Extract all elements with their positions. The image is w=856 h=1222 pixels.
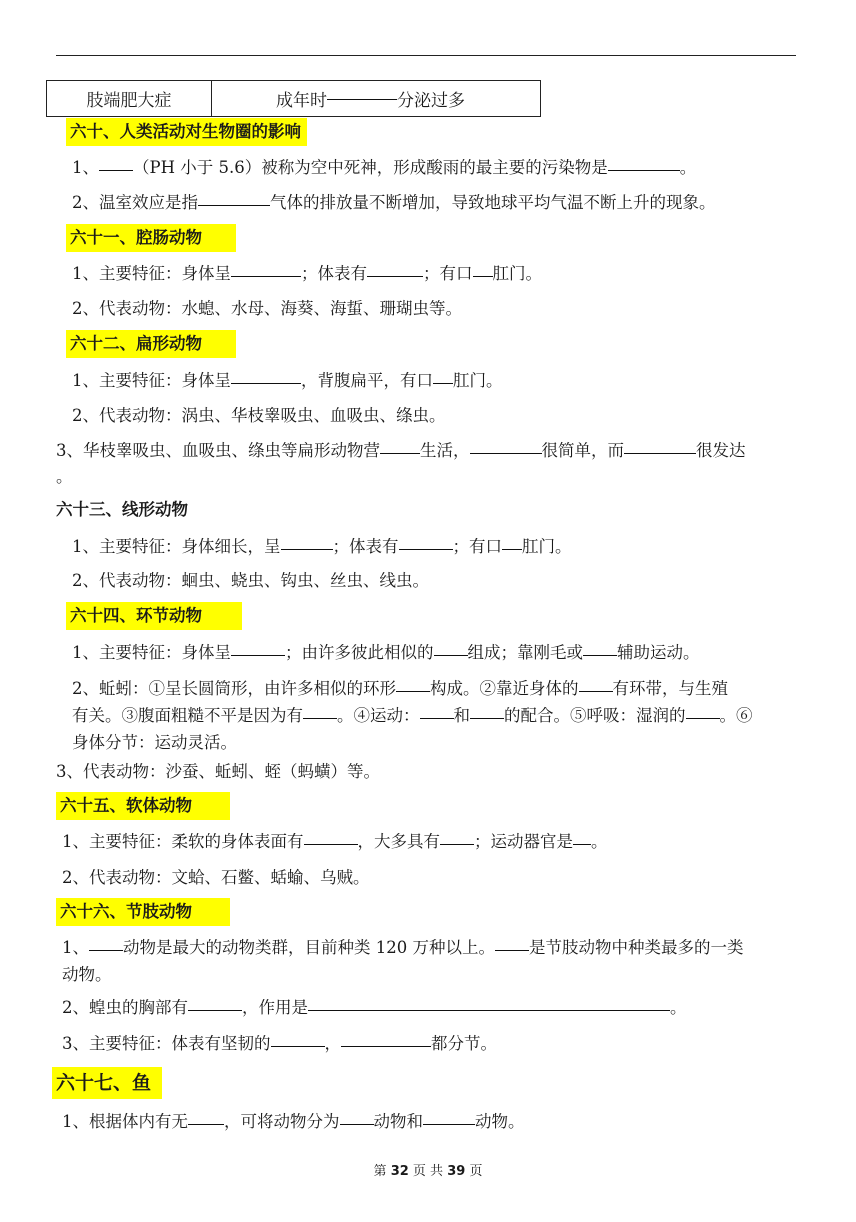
- text: ；有口: [423, 264, 473, 283]
- s62-line-2: 2、代表动物：涡虫、华枝睾吸虫、血吸虫、绦虫。: [72, 406, 446, 425]
- blank: [399, 548, 453, 550]
- blank: [423, 1123, 475, 1125]
- section-65-heading: 六十五、软体动物: [56, 792, 230, 820]
- text: 辅助运动。: [617, 643, 700, 662]
- blank: [231, 654, 285, 656]
- text: 1、: [62, 938, 89, 957]
- blank: [583, 654, 617, 656]
- s63-line-1: [72, 535, 572, 559]
- text: 气体的排放量不断增加，导致地球平均气温不断上升的现象。: [270, 193, 716, 212]
- text: 3、主要特征：体表有坚韧的: [62, 1034, 271, 1053]
- blank: [396, 690, 430, 692]
- s66-line-1: [62, 934, 802, 988]
- desc-suffix: 分泌过多: [397, 91, 465, 111]
- text: 。⑥: [719, 706, 753, 725]
- text: 肛门。: [492, 264, 542, 283]
- text: 肛门。: [522, 537, 572, 556]
- text: 组成；靠刚毛或: [467, 643, 583, 662]
- section-60-heading: 六十、人类活动对生物圈的影响: [66, 118, 307, 146]
- text: 1、主要特征：身体呈: [72, 643, 231, 662]
- section-63-heading: 六十三、线形动物: [56, 500, 188, 519]
- text: 动物是最大的动物类群，目前种类 120 万种以上。: [123, 938, 495, 957]
- text: 1、主要特征：柔软的身体表面有: [62, 832, 304, 851]
- blank: [420, 717, 454, 719]
- blank: [579, 690, 613, 692]
- text: ；体表有: [301, 264, 367, 283]
- blank: [99, 169, 133, 171]
- blank: [340, 1123, 374, 1125]
- desc-prefix: 成年时: [276, 91, 327, 111]
- blank: [473, 275, 493, 277]
- blank: [470, 452, 542, 454]
- s65-line-1: [62, 830, 608, 854]
- section-67-heading: 六十七、鱼: [52, 1067, 162, 1099]
- text: 都分节。: [431, 1034, 497, 1053]
- text: ，可将动物分为: [224, 1112, 340, 1131]
- text: ；由许多彼此相似的: [285, 643, 434, 662]
- text: 2、温室效应是指: [72, 193, 198, 212]
- text: 有环带，与生殖: [612, 679, 728, 698]
- s65-line-2: 2、代表动物：文蛤、石鳖、蛞蝓、乌贼。: [62, 868, 370, 887]
- blank: [367, 275, 423, 277]
- blank: [470, 717, 504, 719]
- text: 1、主要特征：身体呈: [72, 371, 231, 390]
- text: 3、华枝睾吸虫、血吸虫、绦虫等扁形动物营: [56, 441, 380, 460]
- text: （PH 小于 5.6）被称为空中死神，形成酸雨的最主要的污染物是: [133, 158, 608, 177]
- text: 1、主要特征：身体细长，呈: [72, 537, 281, 556]
- text: 很简单，而: [541, 441, 624, 460]
- s64-line-1: [72, 641, 700, 665]
- blank: [231, 275, 301, 277]
- blank: [433, 382, 453, 384]
- s62-line-3: [56, 439, 746, 463]
- blank: [502, 548, 522, 550]
- s67-line-1: [62, 1110, 525, 1134]
- s63-line-2: 2、代表动物：蛔虫、蛲虫、钩虫、丝虫、线虫。: [72, 571, 429, 590]
- text: ；有口: [452, 537, 502, 556]
- text: 页: [469, 1164, 483, 1179]
- blank: [624, 452, 696, 454]
- s64-line-2: [72, 675, 802, 756]
- s62-line-3-end: 。: [56, 467, 73, 486]
- text: 。④运动：: [337, 706, 420, 725]
- blank: [188, 1123, 224, 1125]
- blank: [304, 843, 358, 845]
- section-61-heading: 六十一、腔肠动物: [66, 224, 236, 252]
- blank: [198, 204, 270, 206]
- s66-line-3: [62, 1032, 497, 1056]
- s62-line-1: [72, 369, 503, 393]
- s61-line-1: [72, 262, 542, 286]
- blank: [440, 843, 474, 845]
- blank: [686, 717, 720, 719]
- text: ，作用是: [242, 998, 308, 1017]
- blank: [495, 949, 529, 951]
- blank: [308, 1009, 670, 1011]
- page-number: 32: [390, 1164, 409, 1179]
- text: 肛门。: [453, 371, 503, 390]
- text: 。: [670, 998, 687, 1017]
- blank: [89, 949, 123, 951]
- blank: [188, 1009, 242, 1011]
- text: 动物。: [475, 1112, 525, 1131]
- text: 构成。②靠近身体的: [430, 679, 579, 698]
- section-62-heading: 六十二、扁形动物: [66, 330, 236, 358]
- text: 的配合。⑤呼吸：湿润的: [504, 706, 686, 725]
- s64-line-3: 3、代表动物：沙蚕、蚯蚓、蛭（蚂蟥）等。: [56, 762, 380, 781]
- page-total: 39: [447, 1164, 466, 1179]
- text: ，大多具有: [357, 832, 440, 851]
- blank: [271, 1045, 325, 1047]
- text: 第: [373, 1164, 387, 1179]
- table-cell-term: 肢端肥大症: [47, 81, 212, 116]
- s61-line-2: 2、代表动物：水螅、水母、海葵、海蜇、珊瑚虫等。: [72, 299, 462, 318]
- text: ，: [324, 1034, 341, 1053]
- s66-line-2: [62, 996, 687, 1020]
- blank: [434, 654, 468, 656]
- header-rule: [56, 55, 796, 56]
- text: 动物和: [373, 1112, 423, 1131]
- text: 很发达: [696, 441, 746, 460]
- table-cell-desc: [212, 81, 540, 116]
- text: 动物。: [62, 965, 112, 984]
- blank: [231, 382, 301, 384]
- blank: [380, 452, 420, 454]
- page-footer: [0, 1160, 856, 1179]
- s60-line-1: [72, 156, 696, 180]
- blank: [281, 548, 333, 550]
- endocrine-table-row: [46, 80, 541, 117]
- blank: [303, 717, 337, 719]
- text: 2、蝗虫的胸部有: [62, 998, 188, 1017]
- blank: [608, 169, 680, 171]
- text: ，背腹扁平，有口: [301, 371, 433, 390]
- text: 。: [591, 832, 608, 851]
- text: 和: [453, 706, 470, 725]
- text: 生活，: [420, 441, 470, 460]
- blank: [573, 843, 591, 845]
- text: 1、根据体内有无: [62, 1112, 188, 1131]
- blank: [327, 98, 397, 100]
- section-64-heading: 六十四、环节动物: [66, 602, 242, 630]
- text: 2、蚯蚓：①呈长圆筒形，由许多相似的环形: [72, 679, 396, 698]
- text: 1、: [72, 158, 99, 177]
- blank: [341, 1045, 431, 1047]
- text: 。: [679, 158, 697, 177]
- text: ；运动器官是: [474, 832, 573, 851]
- section-66-heading: 六十六、节肢动物: [56, 898, 230, 926]
- text: 是节肢动物中种类最多的一类: [528, 938, 744, 957]
- text: 页 共: [412, 1164, 444, 1179]
- s60-line-2: [72, 191, 716, 215]
- text: 有关。③腹面粗糙不平是因为有: [72, 706, 303, 725]
- text: ；体表有: [332, 537, 399, 556]
- text: 身体分节：运动灵活。: [72, 733, 237, 752]
- text: 1、主要特征：身体呈: [72, 264, 231, 283]
